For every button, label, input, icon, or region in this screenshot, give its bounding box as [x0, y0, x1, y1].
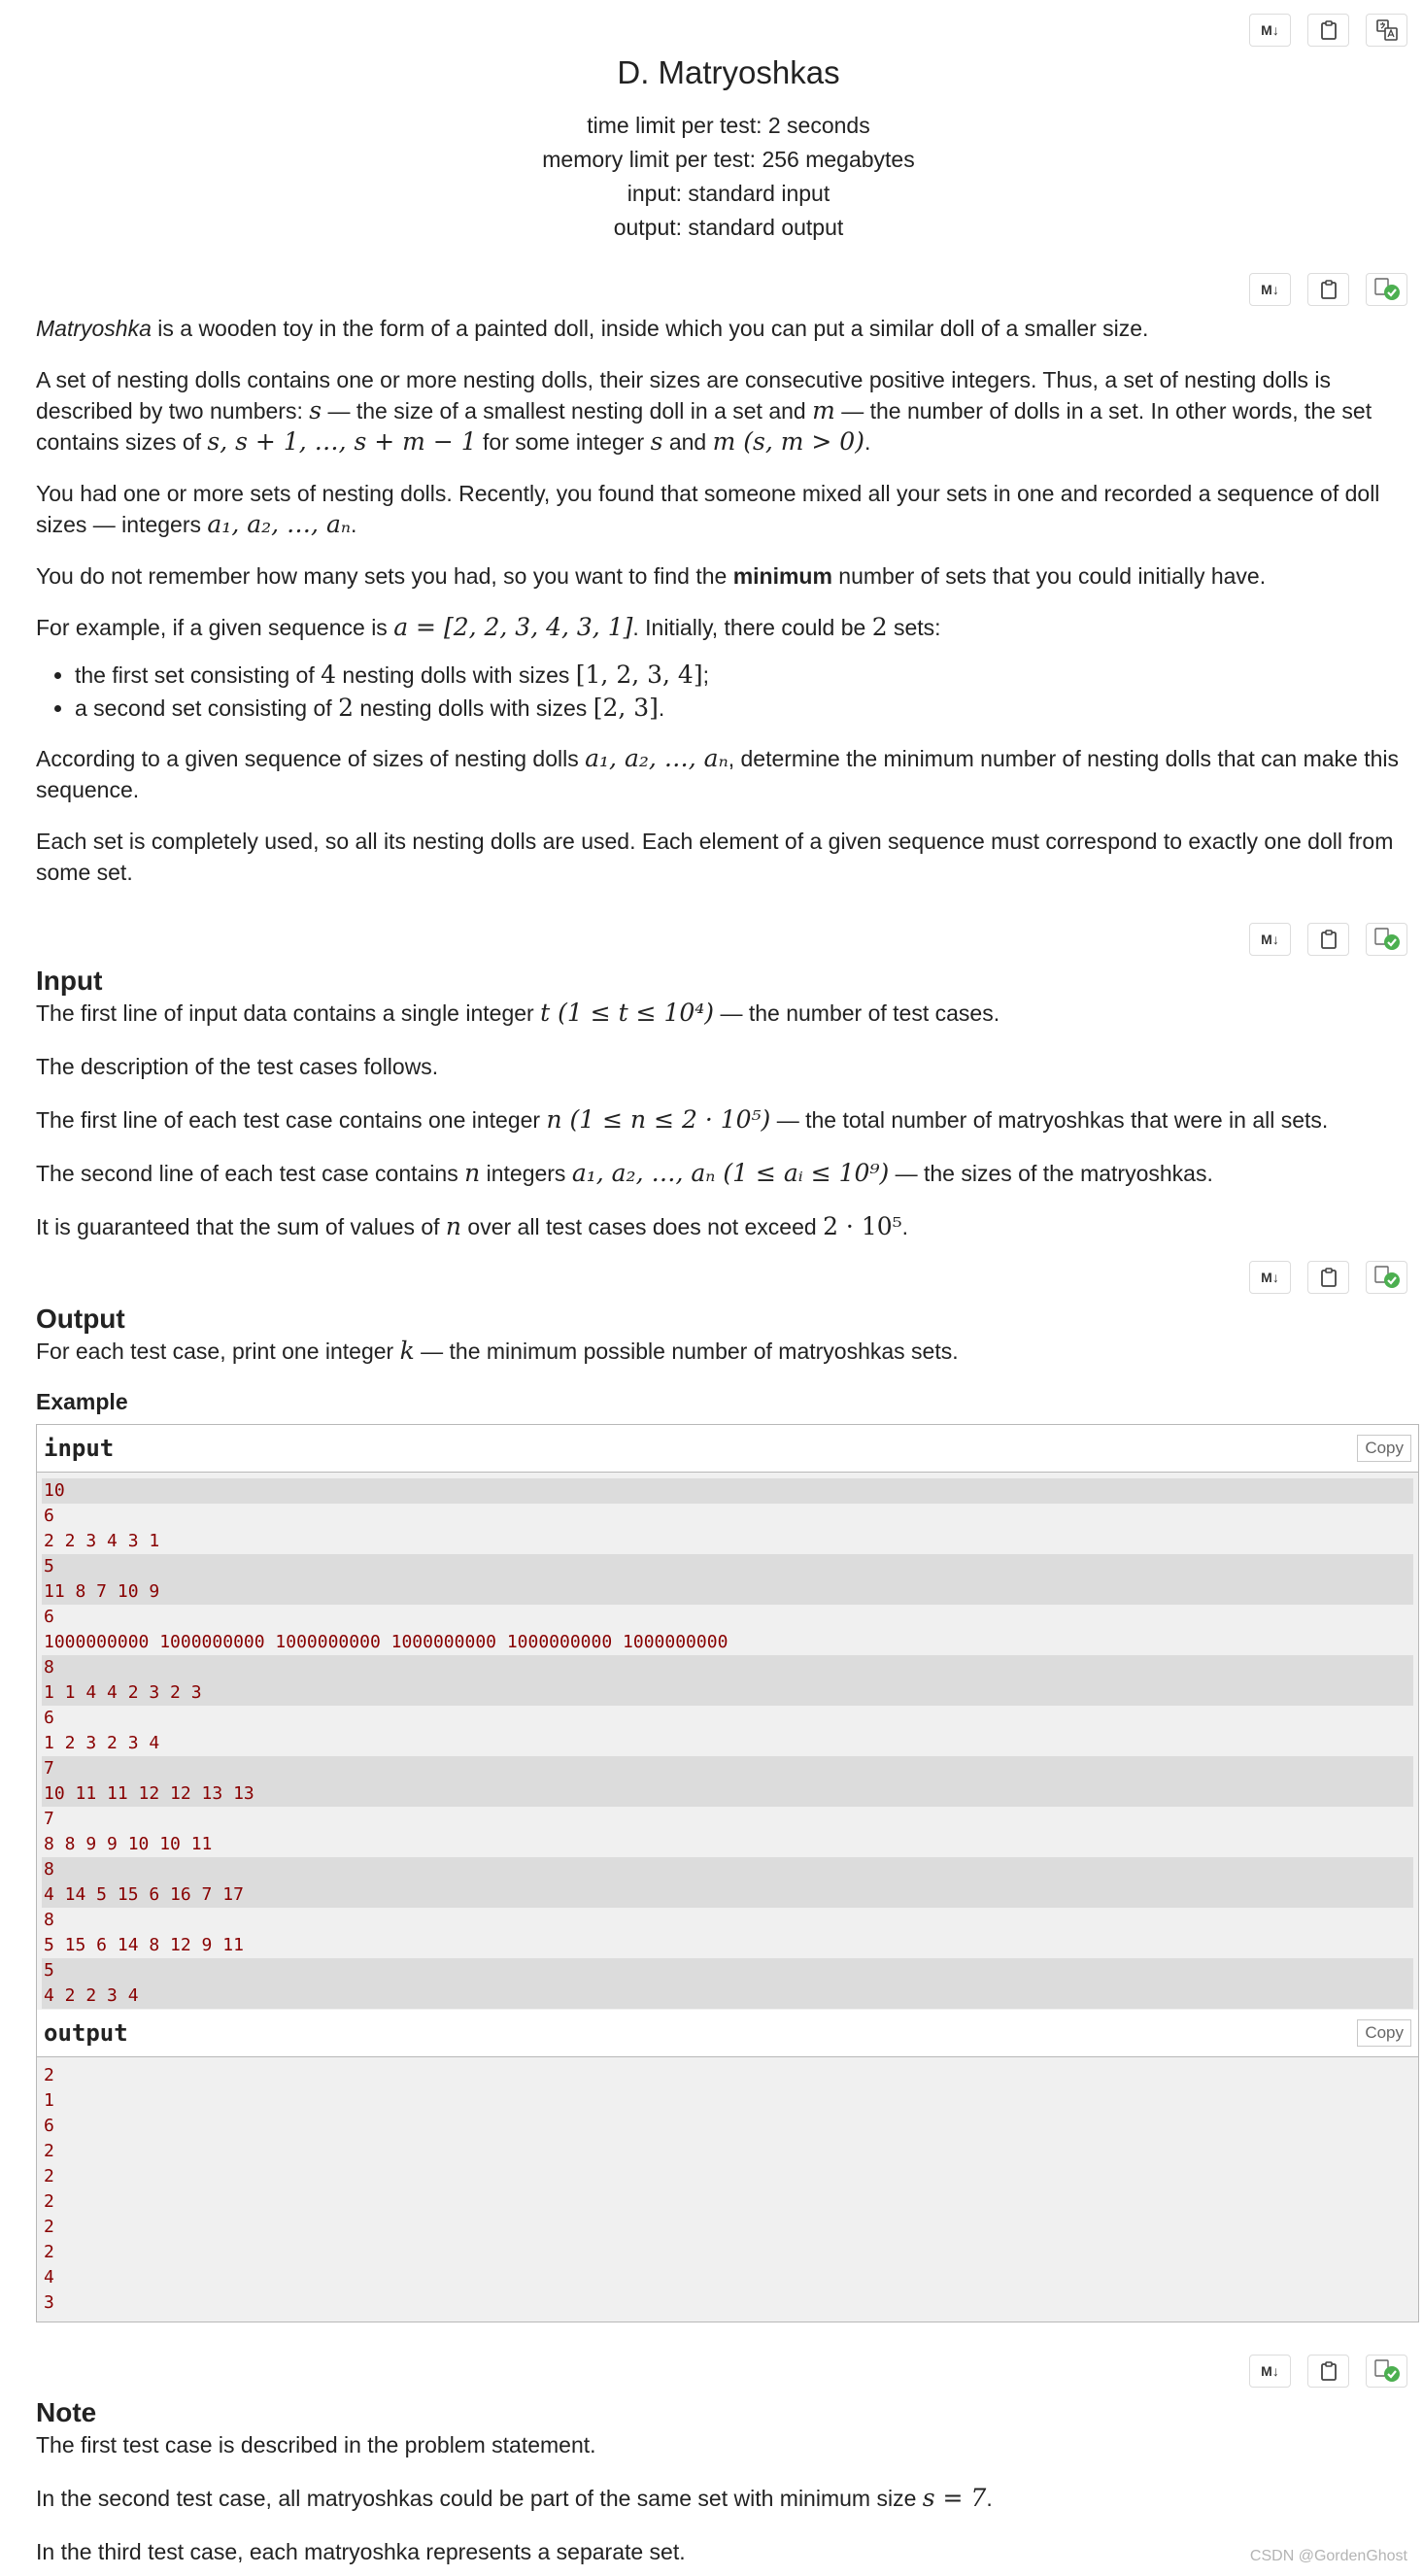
- math-expr: s = 7: [922, 2484, 987, 2512]
- text: .: [350, 512, 357, 537]
- output-line: 1: [44, 2090, 54, 2111]
- checkmark-icon: [1373, 277, 1401, 302]
- input-line: 4 2 2 3 4: [42, 1983, 1413, 2009]
- translate-icon: [1375, 18, 1399, 42]
- text: is a wooden toy in the form of a painted doll, inside which you can put a similar doll of a smaller size.: [151, 316, 1149, 341]
- output-line: 2: [44, 2242, 54, 2262]
- input-paragraph: [36, 1211, 1415, 1242]
- text: and: [662, 429, 713, 455]
- statement-paragraph: [36, 612, 1415, 643]
- math-expr: (1 ≤ t ≤ 10⁴): [550, 999, 715, 1027]
- math-var: m: [712, 427, 736, 456]
- text: In the second test case, all matryoshkas could be part of the same set with minimum size: [36, 2486, 923, 2511]
- text: You do not remember how many sets you had, so you want to find the: [36, 563, 733, 589]
- input-line: 6: [44, 1506, 54, 1526]
- text: — the sizes of the matryoshkas.: [889, 1161, 1213, 1186]
- section-title-note: Note: [36, 2397, 97, 2427]
- text: For example, if a given sequence is: [36, 615, 394, 640]
- clipboard-icon: [1319, 279, 1338, 300]
- checked-button[interactable]: [1366, 923, 1407, 956]
- statement-paragraph: [36, 743, 1415, 805]
- note-paragraph: In the third test case, each matryoshka represents a separate set.: [36, 2539, 686, 2564]
- text: According to a given sequence of sizes of nesting dolls: [36, 746, 586, 771]
- output-line: 6: [44, 2116, 54, 2136]
- math-num: 4: [321, 661, 337, 689]
- math-expr: (1 ≤ aᵢ ≤ 10⁹): [715, 1159, 890, 1187]
- note-paragraph: The first test case is described in the problem statement.: [36, 2432, 596, 2457]
- input-line: 5: [42, 1958, 1413, 1983]
- translate-button[interactable]: [1366, 14, 1407, 47]
- sample-input-header: [37, 1425, 1418, 1473]
- math-num: 2: [338, 694, 354, 722]
- text: The second line of each test case contains: [36, 1161, 465, 1186]
- text: — the size of a smallest nesting doll in a set and: [322, 398, 813, 424]
- text: . Initially, there could be: [632, 615, 872, 640]
- clipboard-icon: [1319, 19, 1338, 41]
- text: , determine the minimum number of nesting dolls that can make this sequence.: [36, 746, 1400, 802]
- output-file: output: standard output: [613, 215, 844, 240]
- math-var: s: [309, 396, 322, 424]
- markdown-button[interactable]: [1249, 1261, 1291, 1294]
- input-line: 8: [42, 1655, 1413, 1680]
- output-line: 4: [44, 2267, 54, 2288]
- sample-output-header: [37, 2010, 1418, 2057]
- input-line: 8: [42, 1857, 1413, 1882]
- markdown-button[interactable]: [1249, 2355, 1291, 2388]
- output-paragraph: [36, 1336, 1415, 1367]
- text: The first line of input data contains a single integer: [36, 1000, 541, 1026]
- text: .: [864, 429, 871, 455]
- output-line: 2: [44, 2065, 54, 2085]
- output-line: 2: [44, 2141, 54, 2161]
- copy-input-button[interactable]: Copy: [1357, 1435, 1411, 1462]
- note-section: [36, 2396, 1415, 2567]
- text: .: [986, 2486, 993, 2511]
- input-line: 8 8 9 9 10 10 11: [44, 1834, 213, 1854]
- text: the first set consisting of: [75, 662, 322, 688]
- math-expr: [1, 2, 3, 4]: [575, 661, 703, 689]
- list-item: [75, 692, 1415, 725]
- checkmark-icon: [1373, 1265, 1401, 1290]
- text: nesting dolls with sizes: [353, 695, 593, 721]
- markdown-button[interactable]: [1249, 14, 1291, 47]
- text: nesting dolls with sizes: [336, 662, 576, 688]
- math-var: n: [464, 1159, 481, 1187]
- checked-button[interactable]: [1366, 1261, 1407, 1294]
- text: number of sets that you could initially have.: [831, 563, 1267, 589]
- math-var: n: [546, 1105, 562, 1134]
- copy-button[interactable]: [1307, 1261, 1349, 1294]
- markdown-icon: M↓: [1261, 1270, 1279, 1285]
- input-line: 4 14 5 15 6 16 7 17: [42, 1882, 1413, 1908]
- input-file: input: standard input: [627, 181, 830, 206]
- output-line: 2: [44, 2166, 54, 2186]
- math-expr: 2 · 10⁵: [823, 1212, 902, 1240]
- output-section: [36, 1303, 1415, 1367]
- statement-paragraph: Each set is completely used, so all its nesting dolls are used. Each element of a given sequence must correspond to exactly one doll from some set.: [36, 829, 1394, 885]
- input-line: 6: [44, 1708, 54, 1728]
- input-line: 7: [44, 1809, 54, 1829]
- text: — the total number of matryoshkas that were in all sets.: [770, 1107, 1329, 1133]
- markdown-button[interactable]: [1249, 923, 1291, 956]
- input-paragraph: [36, 1104, 1415, 1135]
- checked-button[interactable]: [1366, 2355, 1407, 2388]
- statement-paragraph: [36, 560, 1415, 592]
- input-line: 5: [42, 1554, 1413, 1579]
- example-sets-list: [36, 659, 1415, 725]
- emphasis-minimum: minimum: [732, 563, 832, 589]
- text: — the number of test cases.: [714, 1000, 1000, 1026]
- math-num: 2: [871, 613, 888, 641]
- text: .: [658, 695, 665, 721]
- sample-output-box: [36, 2010, 1419, 2322]
- text: A set of nesting dolls contains one or more nesting dolls, their sizes are consecutive positive integers. Thus, a set of nesting dolls is described by two numbers:: [36, 367, 1332, 424]
- memory-limit: memory limit per test: 256 megabytes: [542, 147, 915, 172]
- text: ;: [702, 662, 709, 688]
- markdown-icon: M↓: [1261, 22, 1279, 38]
- input-paragraph: [36, 1158, 1415, 1189]
- input-line: 10: [42, 1478, 1413, 1504]
- problem-title: D. Matryoshkas: [617, 54, 840, 90]
- text: It is guaranteed that the sum of values of: [36, 1214, 446, 1239]
- markdown-icon: M↓: [1261, 932, 1279, 947]
- math-expr: a₁, a₂, …, aₙ: [571, 1159, 716, 1187]
- output-toolbar: [1249, 1261, 1407, 1294]
- input-line: 1 2 3 2 3 4: [44, 1733, 160, 1753]
- input-line: 2 2 3 4 3 1: [44, 1531, 160, 1551]
- input-line: 1000000000 1000000000 1000000000 1000000000 1000000000 1000000000: [44, 1632, 728, 1652]
- input-line: 8: [44, 1910, 54, 1930]
- statement-paragraph: [36, 478, 1415, 540]
- checked-button[interactable]: [1366, 273, 1407, 306]
- output-line: 2: [44, 2217, 54, 2237]
- text: You had one or more sets of nesting dolls. Recently, you found that someone mixed all your sets in one and recorded a sequence of doll sizes — integers: [36, 481, 1380, 537]
- clipboard-icon: [1319, 1267, 1338, 1288]
- input-line: 7: [42, 1756, 1413, 1781]
- output-line: 2: [44, 2191, 54, 2212]
- markdown-icon: M↓: [1261, 282, 1279, 297]
- clipboard-icon: [1319, 2360, 1338, 2382]
- text: For each test case, print one integer: [36, 1339, 400, 1364]
- text: The first line of each test case contains one integer: [36, 1107, 547, 1133]
- clipboard-icon: [1319, 929, 1338, 950]
- section-title-output: Output: [36, 1304, 125, 1334]
- output-line: 3: [44, 2292, 54, 2313]
- math-expr: (1 ≤ n ≤ 2 · 10⁵): [561, 1105, 771, 1134]
- text: integers: [480, 1161, 572, 1186]
- sample-output-lines[interactable]: [37, 2057, 1418, 2322]
- input-section: [36, 965, 1415, 1242]
- checkmark-icon: [1373, 927, 1401, 952]
- input-line: 1 1 4 4 2 3 2 3: [42, 1680, 1413, 1706]
- sample-input-label: input: [44, 1435, 115, 1462]
- statement-paragraph: [36, 313, 1415, 344]
- text: for some integer: [476, 429, 651, 455]
- sample-output-label: output: [44, 2019, 128, 2047]
- math-var: k: [399, 1337, 415, 1365]
- copy-output-button[interactable]: Copy: [1357, 2019, 1411, 2047]
- math-var: m: [812, 396, 835, 424]
- math-var: n: [445, 1212, 462, 1240]
- text: over all test cases does not exceed: [461, 1214, 824, 1239]
- text: .: [901, 1214, 909, 1239]
- statement-toolbar: [1249, 273, 1407, 306]
- statement-paragraph: [36, 364, 1415, 458]
- copy-button[interactable]: [1307, 923, 1349, 956]
- watermark: CSDN @GordenGhost: [1249, 2548, 1407, 2564]
- copy-button[interactable]: [1307, 273, 1349, 306]
- math-expr: [2, 3]: [593, 694, 659, 722]
- input-line: 6: [44, 1607, 54, 1627]
- math-expr: a₁, a₂, …, aₙ: [585, 744, 728, 772]
- text: — the minimum possible number of matryoshkas sets.: [414, 1339, 959, 1364]
- input-line: 11 8 7 10 9: [42, 1579, 1413, 1605]
- text: a second set consisting of: [75, 695, 339, 721]
- text: sets:: [887, 615, 941, 640]
- input-toolbar: [1249, 923, 1407, 956]
- problem-statement: [36, 313, 1415, 888]
- example-title: Example: [36, 1389, 128, 1414]
- term-matryoshka: Matryoshka: [36, 316, 152, 341]
- list-item: [75, 659, 1415, 692]
- math-expr: a₁, a₂, …, aₙ: [207, 510, 351, 538]
- copy-button[interactable]: [1307, 14, 1349, 47]
- time-limit: time limit per test: 2 seconds: [587, 113, 870, 138]
- sample-input-lines[interactable]: [37, 1473, 1418, 2015]
- checkmark-icon: [1373, 2358, 1401, 2384]
- note-paragraph: [36, 2483, 1415, 2514]
- input-paragraph: [36, 998, 1415, 1029]
- note-toolbar: [1249, 2355, 1407, 2388]
- math-expr: (s, m > 0): [735, 427, 864, 456]
- sample-input-box: [36, 1424, 1419, 2016]
- markdown-icon: M↓: [1261, 2363, 1279, 2379]
- text: — the number of dolls in a set. In other words, the set contains sizes of: [36, 398, 1372, 455]
- copy-button[interactable]: [1307, 2355, 1349, 2388]
- markdown-button[interactable]: [1249, 273, 1291, 306]
- input-paragraph: The description of the test cases follows.: [36, 1054, 439, 1079]
- input-line: 5 15 6 14 8 12 9 11: [44, 1935, 244, 1955]
- problem-header: [0, 51, 1423, 245]
- math-expr: s, s + 1, …, s + m − 1: [207, 427, 477, 456]
- math-var: s: [650, 427, 663, 456]
- math-expr: a = [2, 2, 3, 4, 3, 1]: [393, 613, 633, 641]
- section-title-input: Input: [36, 966, 103, 996]
- input-line: 10 11 11 12 12 13 13: [42, 1781, 1413, 1807]
- header-toolbar: [1249, 14, 1407, 47]
- math-var: t: [540, 999, 551, 1027]
